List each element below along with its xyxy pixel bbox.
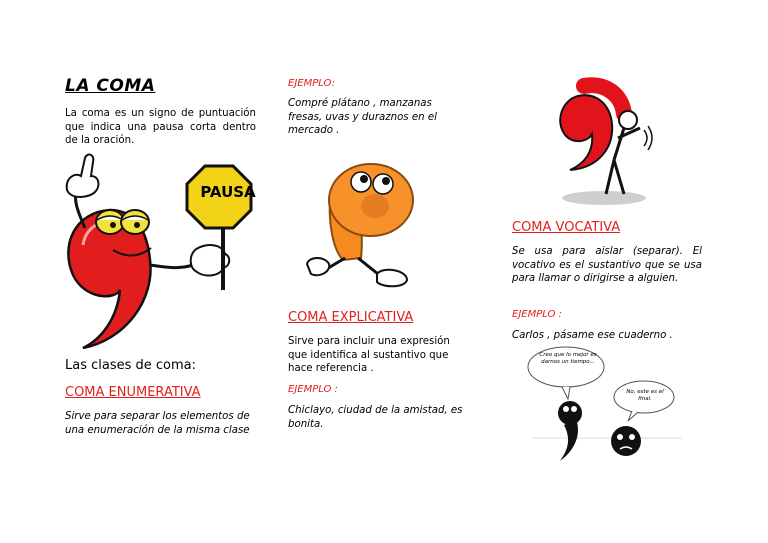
page-title: LA COMA: [65, 76, 156, 96]
example-vocativa-label: EJEMPLO :: [512, 309, 562, 320]
walking-letter-p-illustration: [303, 160, 423, 295]
definition-text: La coma es un signo de puntuación que indica una pausa corta dentro de la oración.: [65, 108, 256, 147]
example2-label: EJEMPLO :: [288, 384, 338, 395]
vocativa-desc: Se usa para aislar (separar). El vocativo es el sustantivo que se usa para llamar o dirigirse a alguien.: [512, 246, 702, 285]
example1-label: EJEMPLO:: [288, 78, 335, 89]
explicativa-desc: Sirve para incluir una expresión que identifica al sustantivo que hace referencia .: [288, 336, 450, 375]
vocativa-heading: COMA VOCATIVA: [512, 220, 621, 235]
example-vocativa-text: Carlos , pásame ese cuaderno .: [512, 330, 673, 341]
enumerativa-heading: COMA ENUMERATIVA: [65, 385, 201, 400]
explicativa-heading: COMA EXPLICATIVA: [288, 310, 414, 325]
red-comma-figure-illustration: [548, 78, 660, 206]
speech-bubble-2-text: No, este es el final.: [626, 389, 664, 402]
example1-text: Compré plátano , manzanas fresas, uvas y duraznos en el mercado .: [288, 98, 437, 137]
comma-pausa-illustration: [55, 150, 260, 350]
classes-heading: Las clases de coma:: [65, 358, 197, 373]
example2-text: Chiclayo, ciudad de la amistad, es bonita.: [288, 405, 463, 430]
speech-bubble-1-text: Creo que lo mejor es darnos un tiempo...: [539, 352, 597, 365]
pausa-sign-text: PAUSA: [200, 183, 256, 201]
enumerativa-desc: Sirve para separar los elementos de una enumeración de la misma clase: [65, 411, 250, 436]
